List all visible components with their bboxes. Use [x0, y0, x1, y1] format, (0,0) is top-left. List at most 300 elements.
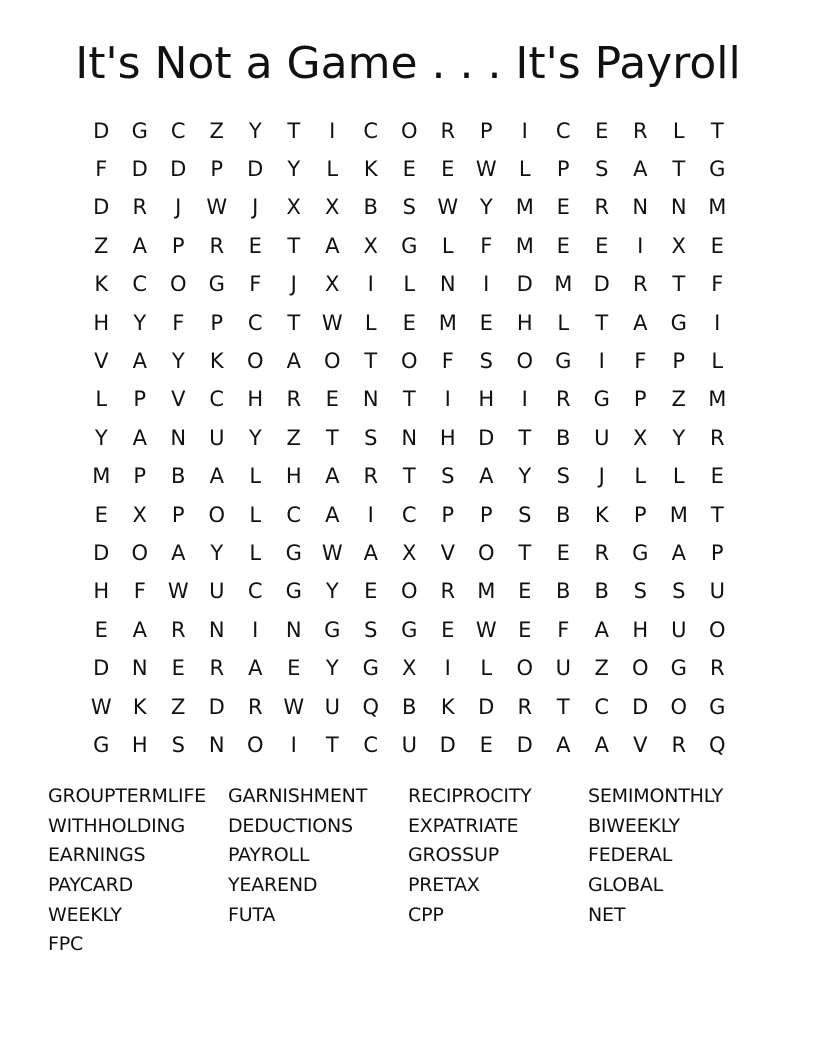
grid-letter[interactable]: K — [363, 157, 378, 182]
grid-letter[interactable]: M — [438, 310, 457, 335]
grid-letter[interactable]: Y — [325, 579, 339, 604]
grid-letter[interactable]: L — [95, 387, 108, 412]
grid-letter[interactable]: O — [631, 656, 649, 681]
grid-letter[interactable]: U — [401, 732, 417, 757]
grid-letter[interactable]: M — [669, 502, 688, 527]
grid-letter[interactable]: L — [326, 157, 339, 182]
grid-letter[interactable]: R — [709, 656, 725, 681]
grid-letter[interactable]: I — [521, 387, 528, 412]
grid-letter[interactable]: T — [595, 310, 609, 335]
grid-letter[interactable]: B — [363, 195, 378, 220]
word-list-item: PRETAX — [408, 874, 480, 897]
grid-letter[interactable]: A — [209, 464, 224, 489]
grid-letter[interactable]: Y — [94, 425, 108, 450]
grid-letter[interactable]: F — [557, 617, 570, 642]
grid-letter[interactable]: N — [285, 617, 302, 642]
grid-letter[interactable]: H — [131, 732, 148, 757]
grid-letter[interactable]: H — [478, 387, 495, 412]
grid-letter[interactable]: G — [555, 349, 572, 374]
grid-letter[interactable]: C — [170, 118, 186, 143]
grid-letter[interactable]: I — [444, 656, 451, 681]
grid-letter[interactable]: G — [670, 310, 687, 335]
grid-letter[interactable]: X — [402, 540, 417, 565]
grid-letter[interactable]: B — [556, 502, 571, 527]
grid-letter[interactable]: P — [672, 349, 686, 374]
grid-letter[interactable]: F — [480, 233, 493, 258]
grid-letter[interactable]: T — [364, 349, 378, 374]
grid-letter[interactable]: C — [363, 118, 379, 143]
grid-letter[interactable]: L — [364, 310, 377, 335]
grid-letter[interactable]: W — [167, 579, 189, 604]
grid-letter[interactable]: S — [402, 195, 416, 220]
grid-letter[interactable]: Q — [362, 694, 380, 719]
grid-letter[interactable]: H — [247, 387, 264, 412]
grid-letter[interactable]: U — [209, 425, 225, 450]
grid-letter[interactable]: X — [132, 502, 147, 527]
grid-letter[interactable]: A — [171, 540, 186, 565]
grid-letter[interactable]: D — [478, 425, 495, 450]
grid-letter[interactable]: O — [516, 349, 534, 374]
grid-letter[interactable]: X — [325, 272, 340, 297]
grid-letter[interactable]: N — [401, 425, 418, 450]
grid-letter[interactable]: N — [170, 425, 187, 450]
grid-letter[interactable]: C — [363, 732, 379, 757]
grid-letter[interactable]: E — [479, 732, 493, 757]
grid-letter[interactable]: T — [672, 272, 686, 297]
grid-letter[interactable]: T — [325, 425, 339, 450]
grid-letter[interactable]: G — [362, 656, 379, 681]
grid-letter[interactable]: L — [249, 502, 262, 527]
grid-letter[interactable]: N — [131, 656, 148, 681]
grid-letter[interactable]: E — [479, 310, 493, 335]
grid-letter[interactable]: V — [94, 349, 109, 374]
grid-letter[interactable]: E — [441, 157, 455, 182]
grid-letter[interactable]: D — [593, 272, 610, 297]
grid-letter[interactable]: A — [132, 233, 147, 258]
grid-letter[interactable]: E — [171, 656, 185, 681]
grid-letter[interactable]: S — [518, 502, 532, 527]
grid-letter[interactable]: O — [400, 579, 418, 604]
grid-letter[interactable]: S — [672, 579, 686, 604]
grid-letter[interactable]: M — [708, 195, 727, 220]
word-list-item: FUTA — [228, 903, 276, 926]
grid-letter[interactable]: M — [515, 195, 534, 220]
grid-letter[interactable]: P — [171, 502, 185, 527]
grid-letter[interactable]: H — [285, 464, 302, 489]
grid-letter[interactable]: N — [632, 195, 649, 220]
grid-letter[interactable]: Y — [248, 118, 262, 143]
grid-letter[interactable]: S — [364, 617, 378, 642]
grid-letter[interactable]: L — [249, 540, 262, 565]
grid-letter[interactable]: X — [363, 233, 378, 258]
grid-letter[interactable]: P — [633, 387, 647, 412]
grid-letter[interactable]: C — [247, 310, 263, 335]
grid-letter[interactable]: W — [90, 694, 112, 719]
grid-letter[interactable]: I — [637, 233, 644, 258]
grid-letter[interactable]: N — [208, 617, 225, 642]
word-list-item: GROUPTERMLIFE — [48, 785, 206, 807]
grid-letter[interactable]: W — [475, 617, 497, 642]
grid-letter[interactable]: P — [633, 502, 647, 527]
grid-letter[interactable]: A — [132, 425, 147, 450]
grid-letter[interactable]: R — [594, 540, 610, 565]
grid-letter[interactable]: X — [286, 195, 301, 220]
grid-letter[interactable]: E — [364, 579, 378, 604]
grid-letter[interactable]: E — [518, 617, 532, 642]
grid-letter[interactable]: D — [247, 157, 264, 182]
grid-letter[interactable]: R — [671, 732, 687, 757]
grid-letter[interactable]: G — [401, 617, 418, 642]
grid-letter[interactable]: G — [131, 118, 148, 143]
grid-letter[interactable]: D — [131, 157, 148, 182]
grid-letter[interactable]: T — [287, 310, 301, 335]
grid-letter[interactable]: P — [479, 118, 493, 143]
grid-letter[interactable]: F — [441, 349, 454, 374]
grid-letter[interactable]: B — [402, 694, 417, 719]
grid-letter[interactable]: O — [477, 540, 495, 565]
grid-letter[interactable]: R — [286, 387, 302, 412]
grid-letter[interactable]: E — [94, 617, 108, 642]
grid-letter[interactable]: F — [172, 310, 185, 335]
grid-letter[interactable]: B — [594, 579, 609, 604]
grid-letter[interactable]: I — [252, 617, 259, 642]
grid-letter[interactable]: E — [710, 233, 724, 258]
grid-letter[interactable]: W — [206, 195, 228, 220]
grid-letter[interactable]: L — [249, 464, 262, 489]
grid-letter[interactable]: O — [670, 694, 688, 719]
grid-letter[interactable]: N — [439, 272, 456, 297]
grid-letter[interactable]: N — [362, 387, 379, 412]
grid-letter[interactable]: R — [517, 694, 533, 719]
grid-letter[interactable]: R — [632, 272, 648, 297]
grid-letter[interactable]: T — [710, 118, 724, 143]
grid-letter[interactable]: G — [593, 387, 610, 412]
grid-letter[interactable]: S — [479, 349, 493, 374]
grid-letter[interactable]: T — [672, 157, 686, 182]
grid-letter[interactable]: S — [171, 732, 185, 757]
grid-letter[interactable]: F — [95, 157, 108, 182]
grid-letter[interactable]: A — [325, 233, 340, 258]
grid-letter[interactable]: T — [402, 387, 416, 412]
grid-letter[interactable]: A — [479, 464, 494, 489]
grid-letter[interactable]: T — [710, 502, 724, 527]
word-list-item: DEDUCTIONS — [228, 814, 353, 837]
grid-letter[interactable]: A — [633, 157, 648, 182]
grid-letter[interactable]: P — [210, 157, 224, 182]
grid-letter[interactable]: E — [556, 540, 570, 565]
grid-letter[interactable]: U — [555, 656, 571, 681]
grid-letter[interactable]: R — [709, 425, 725, 450]
word-list-item: RECIPROCITY — [408, 785, 532, 807]
grid-letter[interactable]: U — [671, 617, 687, 642]
grid-letter[interactable]: U — [209, 579, 225, 604]
grid-letter[interactable]: X — [671, 233, 686, 258]
grid-letter[interactable]: S — [556, 464, 570, 489]
grid-letter[interactable]: R — [209, 233, 225, 258]
grid-letter[interactable]: A — [248, 656, 263, 681]
grid-letter[interactable]: H — [439, 425, 456, 450]
grid-letter[interactable]: F — [133, 579, 146, 604]
grid-letter[interactable]: I — [367, 502, 374, 527]
grid-letter[interactable]: I — [521, 118, 528, 143]
grid-letter[interactable]: D — [516, 272, 533, 297]
grid-letter[interactable]: L — [672, 118, 685, 143]
grid-letter[interactable]: G — [709, 157, 726, 182]
grid-letter[interactable]: T — [325, 732, 339, 757]
grid-letter[interactable]: Y — [479, 195, 493, 220]
grid-letter[interactable]: S — [364, 425, 378, 450]
grid-letter[interactable]: L — [557, 310, 570, 335]
grid-letter[interactable]: P — [133, 387, 147, 412]
grid-letter[interactable]: O — [246, 732, 264, 757]
grid-letter[interactable]: L — [634, 464, 647, 489]
grid-letter[interactable]: V — [440, 540, 455, 565]
grid-letter[interactable]: R — [594, 195, 610, 220]
grid-letter[interactable]: I — [329, 118, 336, 143]
grid-letter[interactable]: R — [209, 656, 225, 681]
grid-letter[interactable]: O — [208, 502, 226, 527]
grid-letter[interactable]: V — [171, 387, 186, 412]
grid-letter[interactable]: K — [132, 694, 147, 719]
grid-letter[interactable]: R — [363, 464, 379, 489]
grid-letter[interactable]: W — [475, 157, 497, 182]
grid-letter[interactable]: R — [132, 195, 148, 220]
grid-letter[interactable]: M — [554, 272, 573, 297]
grid-letter[interactable]: P — [171, 233, 185, 258]
grid-letter[interactable]: K — [209, 349, 224, 374]
grid-letter[interactable]: L — [518, 157, 531, 182]
grid-letter[interactable]: A — [325, 464, 340, 489]
grid-letter[interactable]: O — [400, 349, 418, 374]
grid-letter[interactable]: W — [321, 540, 343, 565]
grid-letter[interactable]: D — [516, 732, 533, 757]
grid-letter[interactable]: A — [363, 540, 378, 565]
grid-letter[interactable]: O — [169, 272, 187, 297]
grid-letter[interactable]: D — [93, 656, 110, 681]
grid-letter[interactable]: M — [515, 233, 534, 258]
grid-letter[interactable]: T — [556, 694, 570, 719]
grid-letter[interactable]: I — [290, 732, 297, 757]
grid-letter[interactable]: R — [170, 617, 186, 642]
grid-letter[interactable]: K — [94, 272, 109, 297]
grid-letter[interactable]: Z — [209, 118, 224, 143]
grid-letter[interactable]: H — [93, 579, 110, 604]
grid-letter[interactable]: O — [516, 656, 534, 681]
grid-letter[interactable]: Y — [518, 464, 532, 489]
grid-letter[interactable]: C — [247, 579, 263, 604]
grid-letter[interactable]: A — [325, 502, 340, 527]
grid-letter[interactable]: G — [93, 732, 110, 757]
grid-letter[interactable]: C — [209, 387, 225, 412]
grid-letter[interactable]: D — [93, 195, 110, 220]
grid-letter[interactable]: L — [441, 233, 454, 258]
grid-letter[interactable]: Z — [94, 233, 109, 258]
grid-letter[interactable]: D — [93, 540, 110, 565]
grid-letter[interactable]: A — [556, 732, 571, 757]
grid-letter[interactable]: G — [324, 617, 341, 642]
grid-letter[interactable]: J — [598, 464, 605, 489]
grid-letter[interactable]: E — [94, 502, 108, 527]
grid-letter[interactable]: T — [518, 425, 532, 450]
grid-letter[interactable]: A — [633, 310, 648, 335]
grid-letter[interactable]: R — [632, 118, 648, 143]
grid-letter[interactable]: F — [249, 272, 262, 297]
grid-letter[interactable]: G — [632, 540, 649, 565]
grid-letter[interactable]: E — [556, 195, 570, 220]
grid-letter[interactable]: P — [479, 502, 493, 527]
grid-letter[interactable]: P — [133, 464, 147, 489]
grid-letter[interactable]: Y — [287, 157, 301, 182]
word-list-item: SEMIMONTHLY — [588, 785, 723, 807]
grid-letter[interactable]: O — [400, 118, 418, 143]
grid-letter[interactable]: Y — [210, 540, 224, 565]
grid-letter[interactable]: C — [132, 272, 148, 297]
grid-letter[interactable]: J — [252, 195, 259, 220]
grid-letter[interactable]: E — [556, 233, 570, 258]
grid-letter[interactable]: A — [594, 732, 609, 757]
grid-letter[interactable]: X — [633, 425, 648, 450]
grid-letter[interactable]: R — [440, 579, 456, 604]
grid-letter[interactable]: D — [93, 118, 110, 143]
grid-letter[interactable]: J — [175, 195, 182, 220]
grid-letter[interactable]: K — [594, 502, 609, 527]
grid-letter[interactable]: G — [285, 579, 302, 604]
grid-letter[interactable]: B — [171, 464, 186, 489]
grid-letter[interactable]: G — [401, 233, 418, 258]
grid-letter[interactable]: E — [287, 656, 301, 681]
grid-letter[interactable]: H — [93, 310, 110, 335]
grid-letter[interactable]: O — [131, 540, 149, 565]
grid-letter[interactable]: I — [483, 272, 490, 297]
grid-letter[interactable]: M — [92, 464, 111, 489]
grid-letter[interactable]: I — [714, 310, 721, 335]
grid-letter[interactable]: E — [402, 157, 416, 182]
grid-letter[interactable]: G — [285, 540, 302, 565]
grid-letter[interactable]: L — [711, 349, 724, 374]
grid-letter[interactable]: C — [594, 694, 610, 719]
grid-letter[interactable]: E — [402, 310, 416, 335]
grid-letter[interactable]: B — [556, 579, 571, 604]
grid-letter[interactable]: Y — [248, 425, 262, 450]
grid-letter[interactable]: E — [710, 464, 724, 489]
grid-letter[interactable]: U — [709, 579, 725, 604]
grid-letter[interactable]: G — [208, 272, 225, 297]
grid-letter[interactable]: D — [170, 157, 187, 182]
grid-letter[interactable]: X — [402, 656, 417, 681]
grid-letter[interactable]: G — [709, 694, 726, 719]
grid-letter[interactable]: C — [286, 502, 302, 527]
grid-letter[interactable]: P — [441, 502, 455, 527]
grid-letter[interactable]: Y — [171, 349, 185, 374]
grid-letter[interactable]: Y — [133, 310, 147, 335]
grid-letter[interactable]: T — [287, 233, 301, 258]
grid-letter[interactable]: Z — [671, 387, 686, 412]
grid-letter[interactable]: K — [440, 694, 455, 719]
grid-letter[interactable]: E — [325, 387, 339, 412]
word-list — [48, 782, 768, 960]
grid-letter[interactable]: E — [595, 118, 609, 143]
grid-letter[interactable]: P — [710, 540, 724, 565]
grid-letter[interactable]: W — [283, 694, 305, 719]
grid-letter[interactable]: I — [367, 272, 374, 297]
word-list-item: GARNISHMENT — [228, 785, 368, 807]
grid-letter[interactable]: S — [441, 464, 455, 489]
grid-letter[interactable]: U — [324, 694, 340, 719]
grid-letter[interactable]: D — [632, 694, 649, 719]
grid-letter[interactable]: G — [670, 656, 687, 681]
grid-letter[interactable]: T — [402, 464, 416, 489]
grid-letter[interactable]: Y — [325, 656, 339, 681]
grid-letter[interactable]: E — [518, 579, 532, 604]
grid-letter[interactable]: F — [711, 272, 724, 297]
grid-letter[interactable]: U — [594, 425, 610, 450]
grid-letter[interactable]: Q — [708, 732, 726, 757]
grid-letter[interactable]: W — [437, 195, 459, 220]
grid-letter[interactable]: D — [208, 694, 225, 719]
grid-letter[interactable]: M — [708, 387, 727, 412]
grid-letter[interactable]: N — [208, 732, 225, 757]
grid-letter[interactable]: V — [633, 732, 648, 757]
grid-letter[interactable]: C — [401, 502, 417, 527]
grid-letter[interactable]: L — [480, 656, 493, 681]
grid-letter[interactable]: I — [598, 349, 605, 374]
grid-letter[interactable]: Z — [286, 425, 301, 450]
grid-letter[interactable]: E — [248, 233, 262, 258]
grid-letter[interactable]: I — [444, 387, 451, 412]
grid-letter[interactable]: R — [555, 387, 571, 412]
grid-letter[interactable]: S — [633, 579, 647, 604]
grid-letter[interactable]: O — [323, 349, 341, 374]
grid-letter[interactable]: R — [440, 118, 456, 143]
grid-letter[interactable]: Z — [171, 694, 186, 719]
grid-letter[interactable]: Y — [672, 425, 686, 450]
grid-letter[interactable]: E — [595, 233, 609, 258]
grid-letter[interactable]: A — [132, 349, 147, 374]
grid-letter[interactable]: A — [286, 349, 301, 374]
grid-letter[interactable]: D — [439, 732, 456, 757]
grid-letter[interactable]: J — [290, 272, 297, 297]
grid-letter[interactable]: W — [321, 310, 343, 335]
grid-letter[interactable]: Z — [594, 656, 609, 681]
grid-letter[interactable]: L — [403, 272, 416, 297]
grid-letter[interactable]: T — [287, 118, 301, 143]
grid-letter[interactable]: P — [556, 157, 570, 182]
grid-letter[interactable]: A — [132, 617, 147, 642]
grid-letter[interactable]: H — [632, 617, 649, 642]
grid-letter[interactable]: F — [634, 349, 647, 374]
grid-letter[interactable]: O — [708, 617, 726, 642]
grid-letter[interactable]: P — [210, 310, 224, 335]
grid-letter[interactable]: B — [556, 425, 571, 450]
grid-letter[interactable]: C — [555, 118, 571, 143]
word-list-item: PAYCARD — [48, 874, 134, 897]
grid-letter[interactable]: E — [441, 617, 455, 642]
grid-letter[interactable]: N — [670, 195, 687, 220]
grid-letter[interactable]: X — [325, 195, 340, 220]
grid-letter[interactable]: L — [672, 464, 685, 489]
grid-letter[interactable]: D — [478, 694, 495, 719]
grid-letter[interactable]: A — [594, 617, 609, 642]
word-list-item: EXPATRIATE — [408, 814, 519, 837]
grid-letter[interactable]: O — [246, 349, 264, 374]
word-list-item: WITHHOLDING — [48, 814, 186, 837]
grid-letter[interactable]: M — [477, 579, 496, 604]
grid-letter[interactable]: S — [595, 157, 609, 182]
grid-letter[interactable]: T — [518, 540, 532, 565]
grid-letter[interactable]: H — [516, 310, 533, 335]
grid-letter[interactable]: A — [671, 540, 686, 565]
grid-letter[interactable]: R — [247, 694, 263, 719]
